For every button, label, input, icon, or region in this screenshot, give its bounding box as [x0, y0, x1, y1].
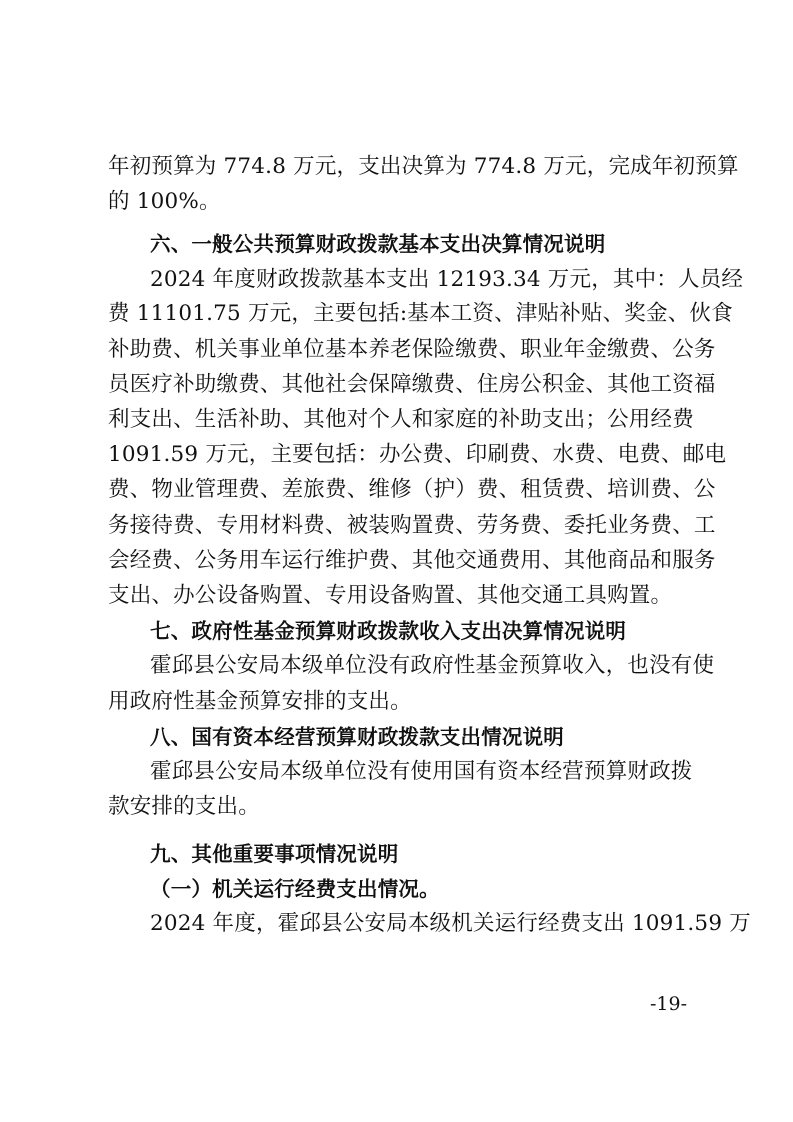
paragraph-line: 支出、办公设备购置、专用设备购置、其他交通工具购置。	[108, 583, 673, 608]
paragraph-line: 务接待费、专用材料费、被装购置费、劳务费、委托业务费、工	[108, 513, 716, 538]
page-number: -19-	[650, 993, 688, 1015]
paragraph-line: 费 11101.75 万元，主要包括:基本工资、津贴补贴、奖金、伙食	[108, 301, 733, 326]
paragraph-line: 费、物业管理费、差旅费、维修（护）费、租赁费、培训费、公	[108, 477, 716, 502]
paragraph-line: 1091.59 万元，主要包括：办公费、印刷费、水费、电费、邮电	[108, 442, 727, 467]
paragraph-line: 的 100%。	[108, 189, 221, 214]
paragraph-line: 利支出、生活补助、其他对个人和家庭的补助支出；公用经费	[108, 407, 694, 432]
paragraph-line: 补助费、机关事业单位基本养老保险缴费、职业年金缴费、公务	[108, 337, 716, 362]
section-heading-eight: 八、国有资本经营预算财政拨款支出情况说明	[150, 725, 564, 749]
paragraph-line: 霍邱县公安局本级单位没有使用国有资本经营预算财政拨	[150, 759, 693, 784]
subsection-heading: （一）机关运行经费支出情况。	[150, 877, 440, 901]
paragraph-line: 2024 年度财政拨款基本支出 12193.34 万元，其中：人员经	[150, 267, 744, 292]
section-heading-seven: 七、政府性基金预算财政拨款收入支出决算情况说明	[150, 619, 627, 643]
section-heading-six: 六、一般公共预算财政拨款基本支出决算情况说明	[150, 232, 606, 256]
paragraph-line: 年初预算为 774.8 万元，支出决算为 774.8 万元，完成年初预算	[108, 154, 739, 179]
paragraph-line: 员医疗补助缴费、其他社会保障缴费、住房公积金、其他工资福	[108, 372, 716, 397]
paragraph-line: 霍邱县公安局本级单位没有政府性基金预算收入，也没有使	[150, 653, 715, 678]
section-heading-nine: 九、其他重要事项情况说明	[150, 842, 399, 866]
paragraph-line: 款安排的支出。	[108, 794, 260, 819]
paragraph-line: 2024 年度，霍邱县公安局本级机关运行经费支出 1091.59 万	[150, 911, 751, 936]
paragraph-line: 会经费、公务用车运行维护费、其他交通费用、其他商品和服务	[108, 548, 716, 573]
paragraph-line: 用政府性基金预算安排的支出。	[108, 689, 412, 714]
